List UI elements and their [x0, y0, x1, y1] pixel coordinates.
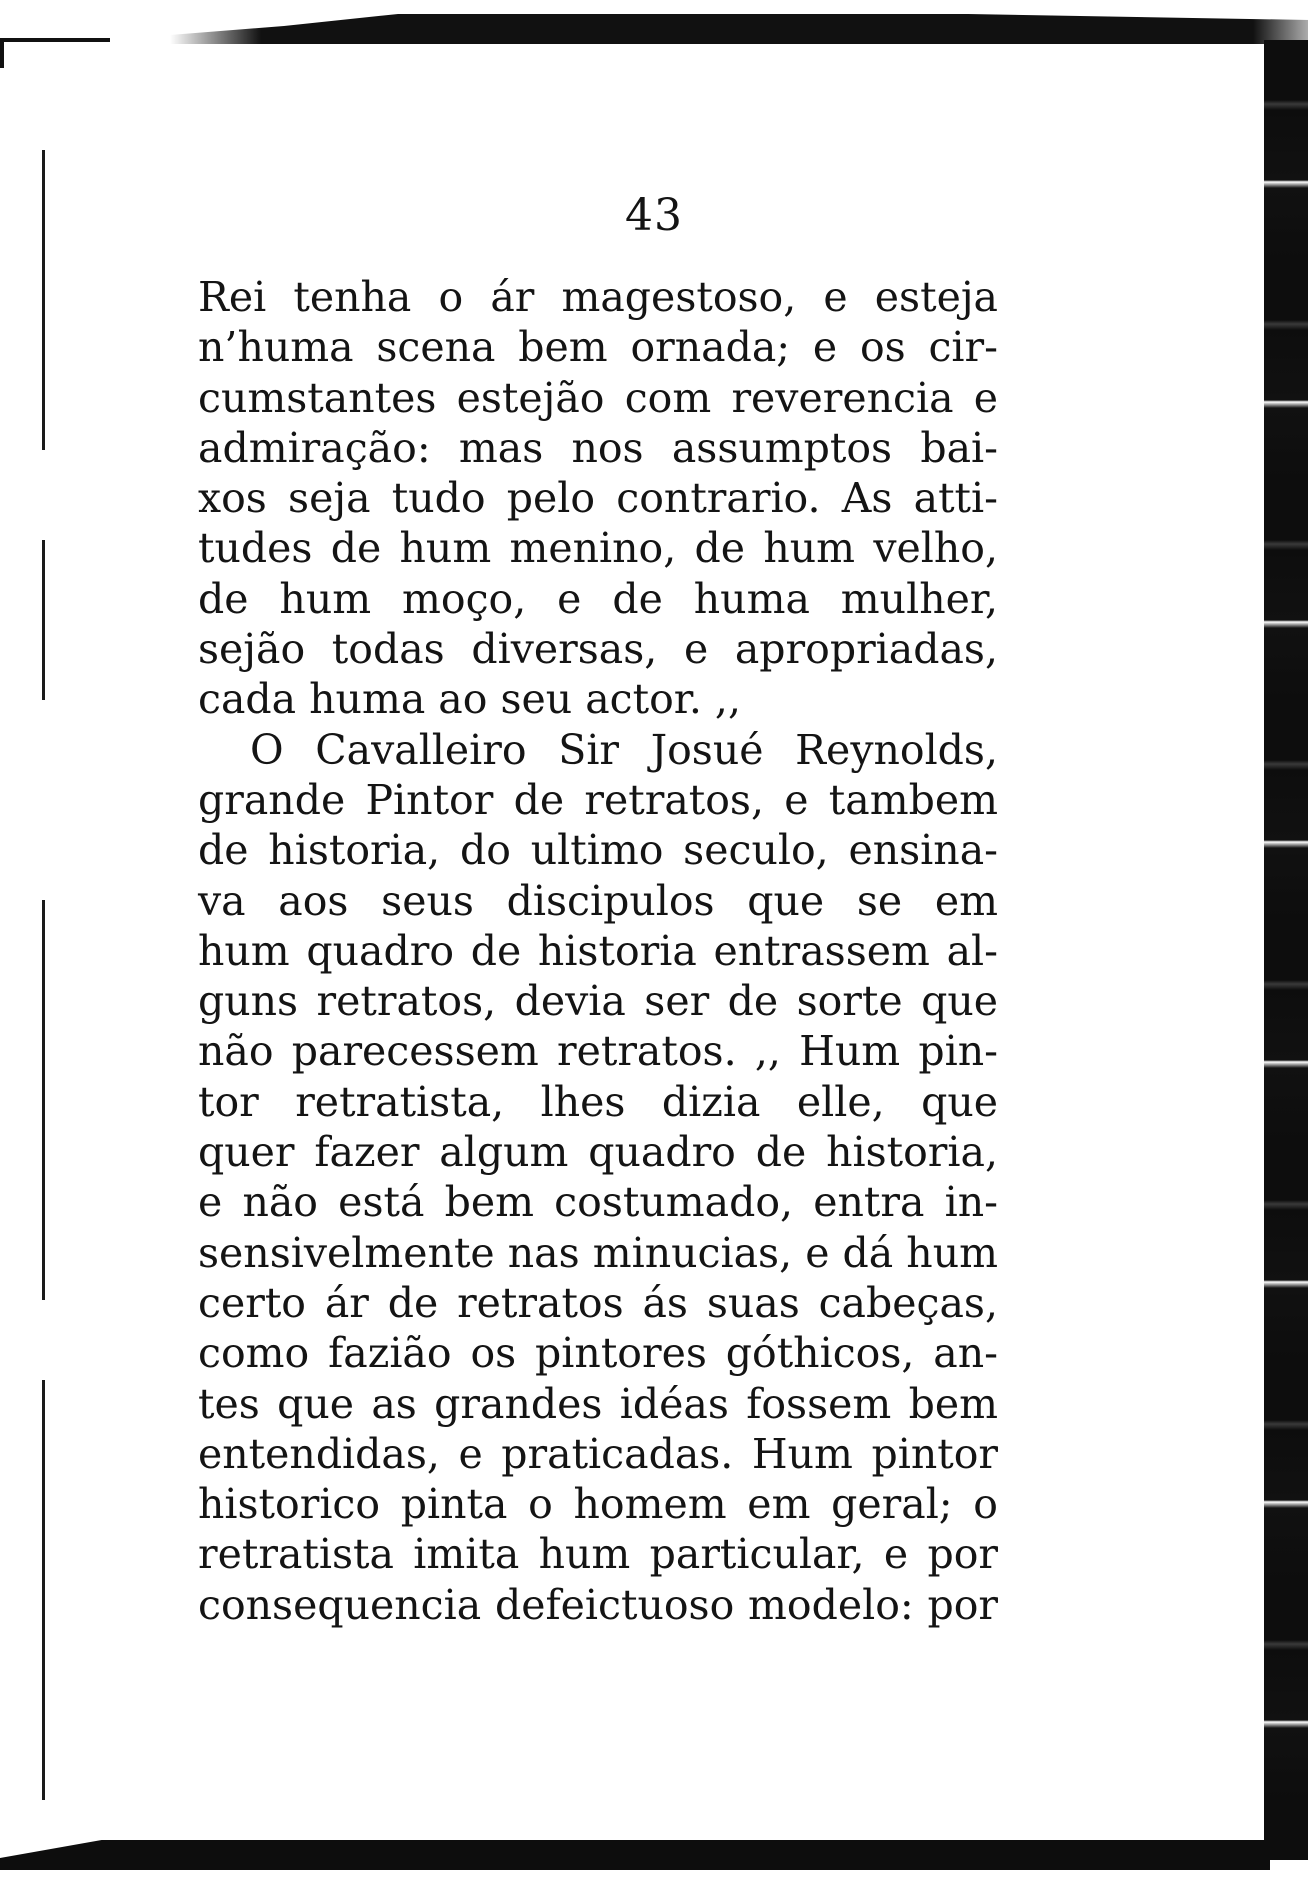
scan-edge-top-left	[0, 38, 110, 42]
text-line: guns retratos, devia ser de sorte que	[198, 977, 998, 1026]
text-line: e não está bem costumado, entra in-	[198, 1178, 998, 1227]
text-line: retratista imita hum particular, e por	[198, 1530, 998, 1579]
text-line: tes que as grandes idéas fossem bem	[198, 1379, 998, 1428]
scan-edge-left-tick	[0, 38, 4, 68]
scan-edge-top	[170, 14, 1308, 44]
text-line: consequencia defeictuoso modelo: por	[198, 1580, 998, 1629]
text-line: cada huma ao seu actor. ,,	[198, 675, 741, 724]
page-number: 43	[625, 190, 683, 241]
text-line: sejão todas diversas, e apropriadas,	[198, 625, 998, 674]
text-line: certo ár de retratos ás suas cabeças,	[198, 1278, 998, 1327]
scan-edge-bottom	[0, 1840, 1270, 1870]
text-line: n’huma scena bem ornada; e os cir-	[198, 323, 998, 372]
text-line: de hum moço, e de huma mulher,	[198, 574, 998, 623]
text-line: O Cavalleiro Sir Josué Reynolds,	[250, 725, 998, 774]
scan-edge-left-line	[42, 540, 45, 700]
text-line: de historia, do ultimo seculo, ensina-	[198, 826, 998, 875]
text-line: como fazião os pintores góthicos, an-	[198, 1329, 998, 1378]
body-text	[198, 272, 998, 1630]
text-line: não parecessem retratos. ,, Hum pin-	[198, 1027, 998, 1076]
text-line: xos seja tudo pelo contrario. As atti-	[198, 474, 998, 523]
text-line: quer fazer algum quadro de historia,	[198, 1128, 998, 1177]
text-line: cumstantes estejão com reverencia e	[198, 373, 998, 422]
text-line: historico pinta o homem em geral; o	[198, 1480, 998, 1529]
scan-edge-right	[1264, 40, 1308, 1860]
text-line: tor retratista, lhes dizia elle, que	[198, 1077, 998, 1126]
text-line: sensivelmente nas minucias, e dá hum	[198, 1228, 998, 1277]
scan-edge-left-line	[42, 900, 45, 1300]
text-line: va aos seus discipulos que se em	[198, 876, 998, 925]
text-line: grande Pintor de retratos, e tambem	[198, 775, 998, 824]
text-line: entendidas, e praticadas. Hum pintor	[198, 1429, 998, 1478]
scan-edge-left-line	[42, 1380, 45, 1800]
text-line: hum quadro de historia entrassem al-	[198, 926, 998, 975]
text-line: Rei tenha o ár magestoso, e esteja	[198, 273, 998, 321]
text-line: tudes de hum menino, de hum velho,	[198, 524, 998, 573]
text-line: admiração: mas nos assumptos bai-	[198, 423, 998, 472]
